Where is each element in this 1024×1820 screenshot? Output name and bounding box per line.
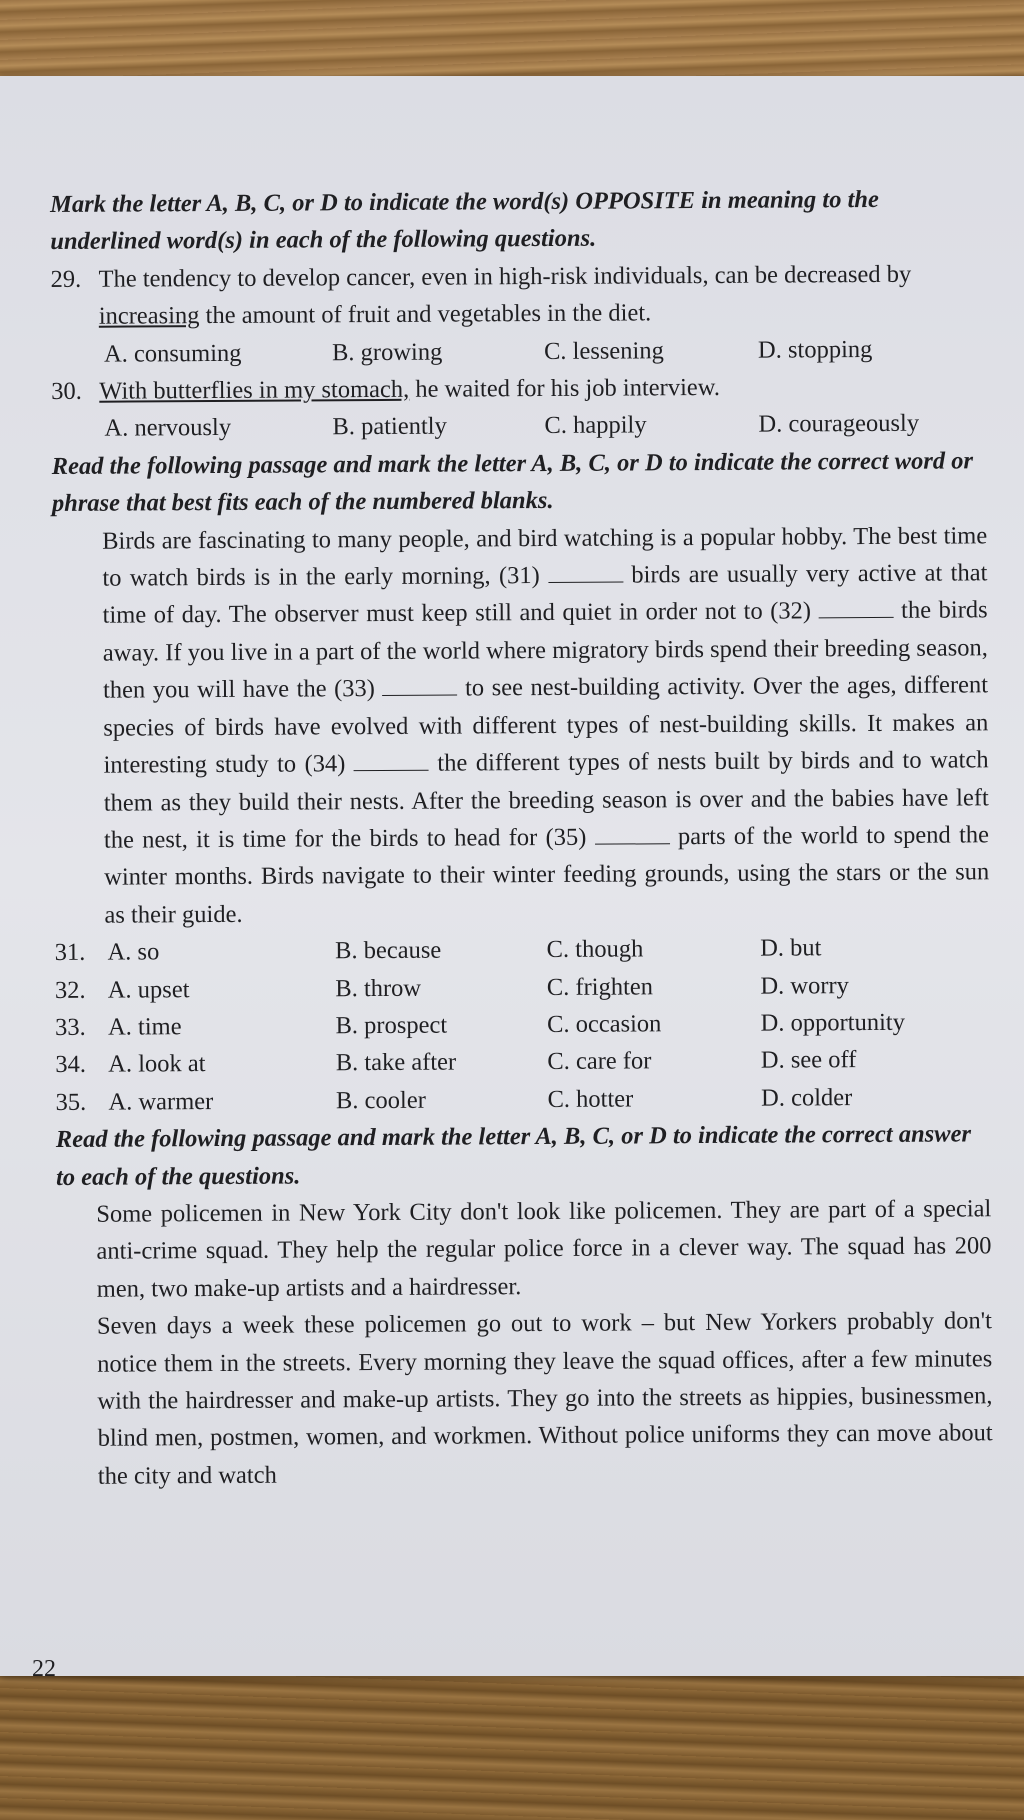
option-d[interactable]: D. worry xyxy=(760,971,849,1000)
option-a[interactable]: A. nervously xyxy=(104,414,232,443)
question-number: 31. xyxy=(54,938,86,967)
option-b[interactable]: B. throw xyxy=(335,974,422,1002)
blank-35 xyxy=(595,821,670,844)
option-c[interactable]: C. care for xyxy=(547,1047,652,1076)
option-b[interactable]: B. growing xyxy=(331,338,443,366)
option-c[interactable]: C. frighten xyxy=(546,972,654,1001)
option-c[interactable]: C. hotter xyxy=(547,1085,634,1113)
question-30-options xyxy=(51,405,986,448)
answer-row-31 xyxy=(55,928,990,971)
book-page xyxy=(0,76,1024,1682)
option-d[interactable]: D. stopping xyxy=(757,335,873,364)
option-b[interactable]: B. prospect xyxy=(335,1011,448,1040)
question-text: he waited for his job interview. xyxy=(409,373,721,403)
answer-row-33 xyxy=(55,1003,990,1046)
passage-text: the birds away. If you live in a part of the world where migratory birds spend their breeding season, then you will have the (33) xyxy=(102,596,988,704)
question-30 xyxy=(51,367,986,410)
option-d[interactable]: D. but xyxy=(760,934,822,962)
reading-paragraph-2: Seven days a week these policemen go out to work – but New Yorkers probably don't notice them in the streets. Every morning they leave the squad offices, after a few minutes with the hairdresser and make-up artists. They go into the streets as hippies, businessmen, blind men, postmen, women, and workmen. Without police uniforms they can move about the city and watch xyxy=(96,1307,993,1490)
question-text: The tendency to develop cancer, even in high-risk individuals, can be decreased by xyxy=(98,260,912,293)
answer-row-34 xyxy=(55,1041,990,1084)
blank-31 xyxy=(548,560,623,583)
option-a[interactable]: A. time xyxy=(107,1013,182,1041)
option-d[interactable]: D. opportunity xyxy=(760,1008,905,1037)
question-number: 35. xyxy=(55,1088,87,1116)
section3-instruction: Read the following passage and mark the letter A, B, C, or D to indicate the correct answer to each of the questions. xyxy=(55,1120,972,1191)
passage-text: parts of the world to spend the winter months. Birds navigate to their winter feeding grounds, using the stars or the sun as their guide. xyxy=(104,821,990,929)
option-a[interactable]: A. consuming xyxy=(103,339,242,368)
option-b[interactable]: B. patiently xyxy=(332,413,447,441)
cloze-passage xyxy=(52,517,989,934)
section1-instruction: Mark the letter A, B, C, or D to indicate the word(s) OPPOSITE in meaning to the underlined word(s) in each of the following questions. xyxy=(50,185,879,256)
option-c[interactable]: C. happily xyxy=(544,411,647,440)
wood-background-bottom xyxy=(0,1675,1024,1820)
option-a[interactable]: A. upset xyxy=(107,975,190,1004)
question-number: 33. xyxy=(55,1013,86,1041)
page-number: 22 xyxy=(32,1656,56,1682)
question-number: 29. xyxy=(50,265,82,293)
question-number: 30. xyxy=(51,377,82,406)
option-d[interactable]: D. see off xyxy=(760,1046,857,1075)
option-a[interactable]: A. look at xyxy=(108,1050,206,1079)
answer-row-32 xyxy=(55,966,990,1009)
passage-text: to see nest-building activity. Over the ages, different species of birds have evolved with different types of nest-building skills. It makes an interesting study to (34) xyxy=(103,671,989,779)
underlined-phrase: With butterflies in my stomach, xyxy=(99,375,410,405)
blank-32 xyxy=(819,595,894,618)
option-d[interactable]: D. courageously xyxy=(758,410,920,439)
option-c[interactable]: C. though xyxy=(546,935,644,964)
option-b[interactable]: B. cooler xyxy=(335,1086,426,1115)
passage-text: birds are usually very active at that time of day. The observer must keep still and quiet in order not to (32) xyxy=(102,559,988,630)
question-29 xyxy=(50,255,985,336)
reading-paragraph-1: Some policemen in New York City don't look like policemen. They are part of a special anti-crime squad. They help the regular police force in a clever way. The squad has 200 men, two make-up artists and a hairdresser. xyxy=(96,1195,992,1303)
question-number: 34. xyxy=(55,1051,87,1079)
option-b[interactable]: B. because xyxy=(335,936,442,965)
passage-text: Birds are fascinating to many people, and bird watching is a popular hobby. The best time to watch birds is in the early morning, (31) xyxy=(102,521,988,592)
answer-row-35 xyxy=(55,1078,990,1121)
underlined-word: increasing xyxy=(98,302,200,330)
wood-background-top xyxy=(0,0,1024,80)
question-29-options xyxy=(51,330,986,373)
option-b[interactable]: B. take after xyxy=(335,1048,457,1077)
question-number: 32. xyxy=(54,976,86,1004)
option-c[interactable]: C. occasion xyxy=(547,1010,662,1038)
option-c[interactable]: C. lessening xyxy=(543,336,664,365)
page-content xyxy=(50,180,993,1495)
blank-34 xyxy=(354,748,429,771)
passage-text: the different types of nests built by birds and to watch them as they build their nests. After the breeding season is over and the babies have left the nest, it is time for the birds to head for (35) xyxy=(103,746,989,854)
option-a[interactable]: A. warmer xyxy=(108,1087,214,1116)
blank-33 xyxy=(382,673,457,696)
option-a[interactable]: A. so xyxy=(107,938,160,966)
question-text-end: the amount of fruit and vegetables in the diet. xyxy=(199,299,652,330)
section2-instruction: Read the following passage and mark the letter A, B, C, or D to indicate the correct word or phrase that best fits each of the numbered blanks. xyxy=(51,447,974,518)
option-d[interactable]: D. colder xyxy=(761,1083,853,1112)
